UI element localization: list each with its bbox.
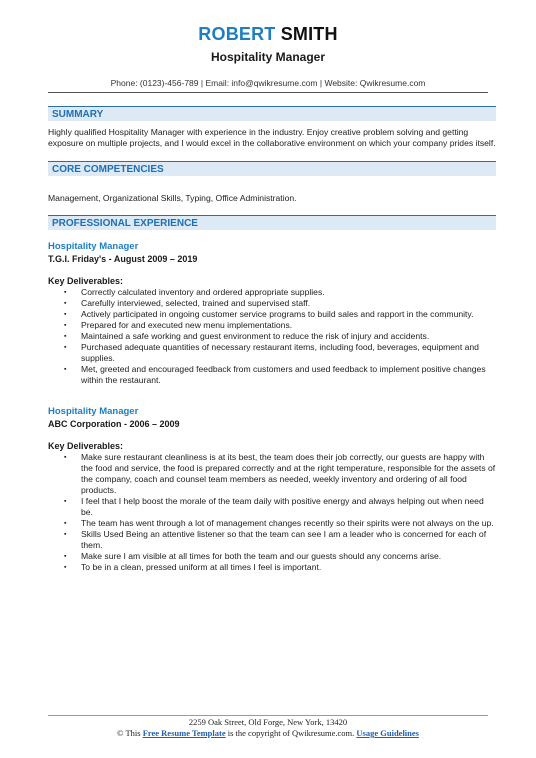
job-title: Hospitality Manager: [48, 241, 139, 252]
bullet-icon: ▪: [64, 454, 67, 461]
copyright-prefix: © This: [117, 728, 141, 738]
deliverables-label: Key Deliverables:: [48, 276, 124, 286]
footer-address: 2259 Oak Street, Old Forge, New York, 13420: [188, 717, 348, 727]
list-item: [62, 452, 496, 496]
resume-header: [0, 0, 536, 93]
list-item-text: Correctly calculated inventory and ordered appropriate supplies.: [81, 287, 325, 297]
header-divider: [48, 92, 488, 93]
list-item: [62, 342, 496, 364]
job-company: T.G.I. Friday's - August 2009 – 2019: [48, 254, 198, 264]
list-item: [62, 518, 496, 529]
list-item: [62, 496, 496, 518]
competencies-heading: CORE COMPETENCIES: [48, 161, 496, 176]
last-name: SMITH: [280, 24, 338, 44]
first-name: ROBERT: [198, 24, 276, 44]
summary-text: Highly qualified Hospitality Manager with experience in the industry. Enjoy creative problem solving and getting exposure on multiple projects, and I would excel in the collaborative environment on which your company prides itself.: [48, 127, 496, 148]
list-item-text: To be in a clean, pressed uniform at all times I feel is important.: [81, 562, 322, 572]
list-item-text: Maintained a safe working and guest environment to reduce the risk of injury and accidents.: [81, 331, 430, 341]
list-item: [62, 287, 496, 298]
list-item: [62, 331, 496, 342]
bullet-icon: ▪: [64, 344, 67, 351]
bullet-icon: ▪: [64, 564, 67, 571]
list-item-text: I feel that I help boost the morale of the team daily with positive energy and always helping out when need be.: [81, 496, 484, 517]
resume-body: [48, 96, 496, 573]
bullet-icon: ▪: [64, 498, 67, 505]
list-item-text: Actively participated in ongoing customer service programs to build sales and rapport in the community.: [81, 309, 474, 319]
footer-divider: [48, 715, 488, 716]
list-item: [62, 298, 496, 309]
list-item-text: Prepared for and executed new menu implementations.: [81, 320, 293, 330]
competencies-text: Management, Organizational Skills, Typing, Office Administration.: [48, 193, 297, 203]
bullet-icon: ▪: [64, 322, 67, 329]
bullet-icon: ▪: [64, 520, 67, 527]
candidate-title: Hospitality Manager: [210, 50, 326, 64]
experience-heading: PROFESSIONAL EXPERIENCE: [48, 215, 496, 230]
list-item: [62, 551, 496, 562]
bullet-icon: ▪: [64, 553, 67, 560]
list-item: [62, 320, 496, 331]
list-item-text: Met, greeted and encouraged feedback from customers and used feedback to implement positive changes within the restaurant.: [81, 364, 486, 385]
list-item-text: Skills Used Being an attentive listener so that the team can see I am a leader who is concerned for each of them.: [81, 529, 487, 550]
list-item-text: Purchased adequate quantities of necessary restaurant items, including food, beverages, equipment and supplies.: [81, 342, 479, 363]
footer-copyright: [0, 728, 536, 739]
job-entry: [48, 406, 496, 573]
bullet-icon: ▪: [64, 300, 67, 307]
page-footer: [0, 715, 536, 739]
list-item: [62, 364, 496, 386]
usage-guidelines-link[interactable]: Usage Guidelines: [356, 728, 419, 738]
list-item-text: Make sure I am visible at all times for both the team and our guests should any concerns arise.: [81, 551, 442, 561]
job-company: ABC Corporation - 2006 – 2009: [48, 419, 180, 429]
bullet-icon: ▪: [64, 289, 67, 296]
free-resume-template-link[interactable]: Free Resume Template: [142, 728, 226, 738]
job-entry: [48, 241, 496, 386]
candidate-name: [0, 24, 536, 44]
list-item: [62, 309, 496, 320]
deliverables-list: [62, 287, 496, 386]
bullet-icon: ▪: [64, 311, 67, 318]
list-item-text: Make sure restaurant cleanliness is at its best, the team does their job correctly, our guests are happy with the food and service, the food is prepared correctly and at the right temperature, responsible for the assets of the company, coach and counsel team members as needed, weekly inventory and ordering of all food products.: [81, 452, 496, 495]
bullet-icon: ▪: [64, 366, 67, 373]
list-item: [62, 529, 496, 551]
contact-line: Phone: (0123)-456-789 | Email: info@qwikresume.com | Website: Qwikresume.com: [110, 78, 426, 88]
copyright-text: is the copyright of Qwikresume.com.: [227, 728, 355, 738]
list-item: [62, 562, 496, 573]
deliverables-list: [62, 452, 496, 573]
list-item-text: The team has went through a lot of management changes recently so their spirits were not always on the up.: [81, 518, 494, 528]
list-item-text: Carefully interviewed, selected, trained and supervised staff.: [81, 298, 311, 308]
bullet-icon: ▪: [64, 531, 67, 538]
job-title: Hospitality Manager: [48, 406, 139, 417]
bullet-icon: ▪: [64, 333, 67, 340]
deliverables-label: Key Deliverables:: [48, 441, 124, 451]
summary-heading: SUMMARY: [48, 106, 496, 121]
